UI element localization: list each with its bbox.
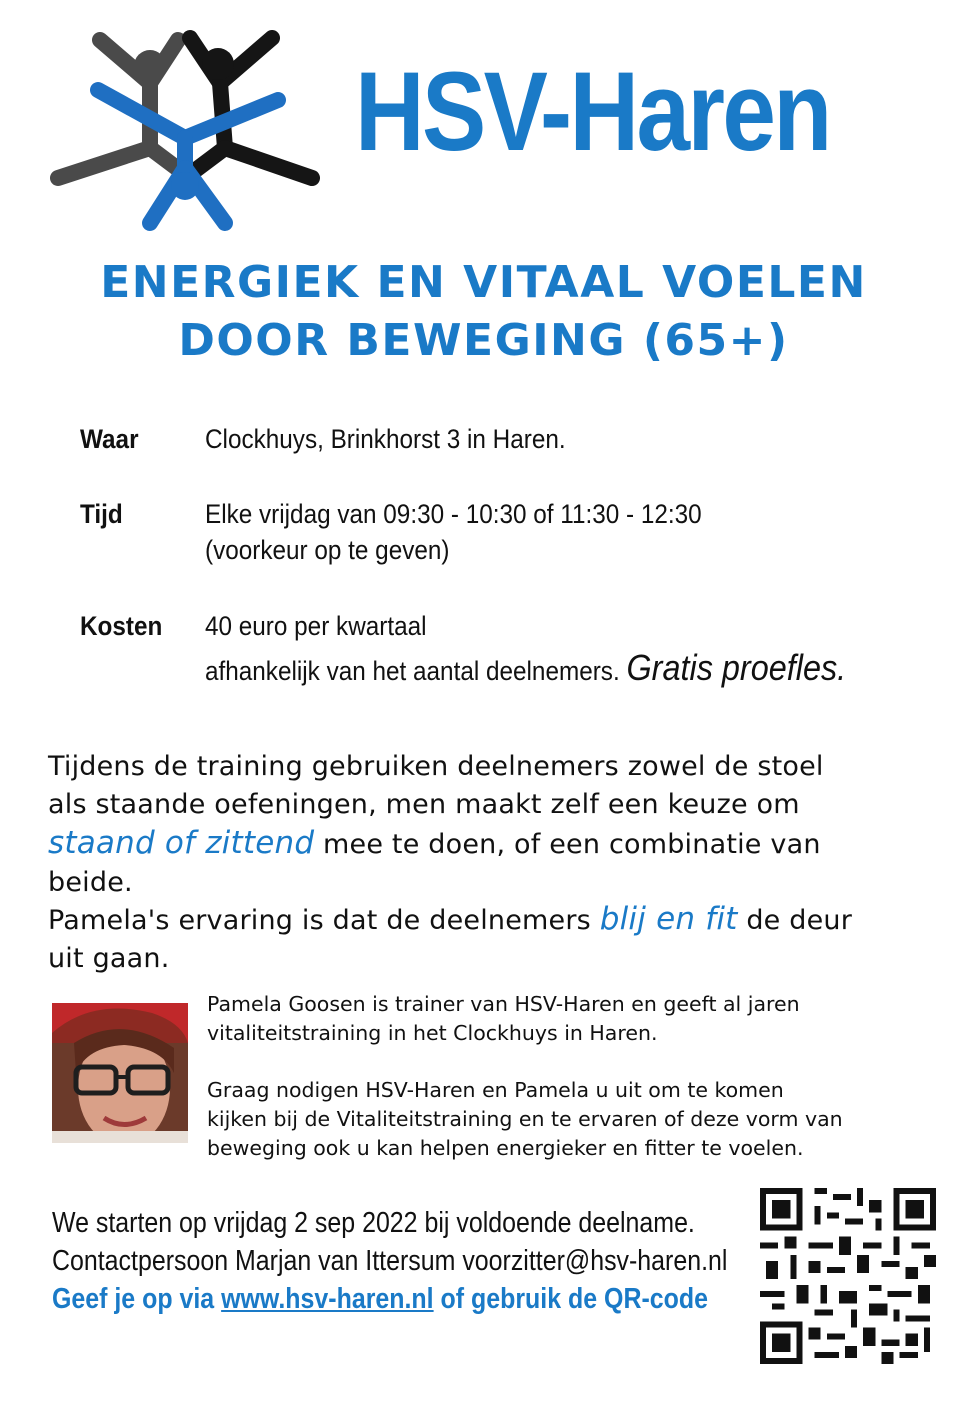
para2-line1 (48, 900, 928, 940)
para1-line3-rest: mee te doen, of een combinatie van (314, 829, 821, 860)
headline-line2: DOOR BEWEGING (65+) (178, 315, 789, 366)
info-tijd (80, 495, 880, 575)
signup-before: Geef je op via (52, 1283, 222, 1315)
para1-line3 (48, 824, 928, 864)
qr-code-icon[interactable] (760, 1188, 936, 1364)
para2-after: de deur (737, 905, 853, 936)
waar-label: Waar (80, 424, 139, 454)
hsv-logo-icon (50, 28, 320, 238)
tijd-label: Tijd (80, 499, 123, 529)
highlight-blij-fit: blij en fit (599, 901, 738, 937)
start-date-text: We starten op vrijdag 2 sep 2022 bij voldoende deelname. (52, 1207, 695, 1239)
waar-value: Clockhuys, Brinkhorst 3 in Haren. (205, 424, 566, 454)
signup-after: of gebruik de QR-code (433, 1283, 708, 1315)
para1-line4: beide. (48, 867, 133, 898)
bio-line3: Graag nodigen HSV-Haren en Pamela u uit om te komen (207, 1078, 784, 1102)
headline (0, 254, 967, 370)
bio-line5: beweging ook u kan helpen energieker en fitter te voelen. (207, 1136, 804, 1160)
tijd-value-line1: Elke vrijdag van 09:30 - 10:30 of 11:30 - 12:30 (205, 499, 702, 529)
info-waar (80, 420, 880, 460)
kosten-label: Kosten (80, 611, 163, 641)
para2-line2: uit gaan. (48, 943, 170, 974)
trainer-bio (207, 990, 927, 1048)
invitation-text (207, 1076, 927, 1163)
bio-line2: vitaliteitstraining in het Clockhuys in Haren. (207, 1021, 658, 1045)
para1-line2: als staande oefeningen, men maakt zelf een keuze om (48, 789, 800, 820)
brand-title: HSV-Haren (355, 49, 830, 174)
kosten-value-line2 (205, 649, 846, 690)
para1-line1: Tijdens de training gebruiken deelnemers zowel de stoel (48, 751, 824, 782)
trainer-photo (52, 1003, 188, 1143)
bio-line1: Pamela Goosen is trainer van HSV-Haren en geeft al jaren (207, 992, 800, 1016)
experience-paragraph (48, 900, 928, 978)
gratis-proefles: Gratis proefles. (626, 647, 847, 688)
signup-text (52, 1280, 708, 1318)
kosten-value-line1: 40 euro per kwartaal (205, 611, 427, 641)
contact-text: Contactpersoon Marjan van Ittersum voorzitter@hsv-haren.nl (52, 1245, 728, 1277)
bio-line4: kijken bij de Vitaliteitstraining en te ervaren of deze vorm van (207, 1107, 843, 1131)
para2-before: Pamela's ervaring is dat de deelnemers (48, 905, 600, 936)
training-paragraph (48, 748, 928, 902)
highlight-staand-zittend: staand of zittend (48, 825, 315, 861)
info-kosten (80, 607, 920, 697)
website-link[interactable]: www.hsv-haren.nl (221, 1283, 434, 1315)
kosten-condition: afhankelijk van het aantal deelnemers. (205, 656, 620, 686)
tijd-value-line2: (voorkeur op te geven) (205, 535, 450, 565)
headline-line1: ENERGIEK EN VITAAL VOELEN (100, 257, 867, 308)
